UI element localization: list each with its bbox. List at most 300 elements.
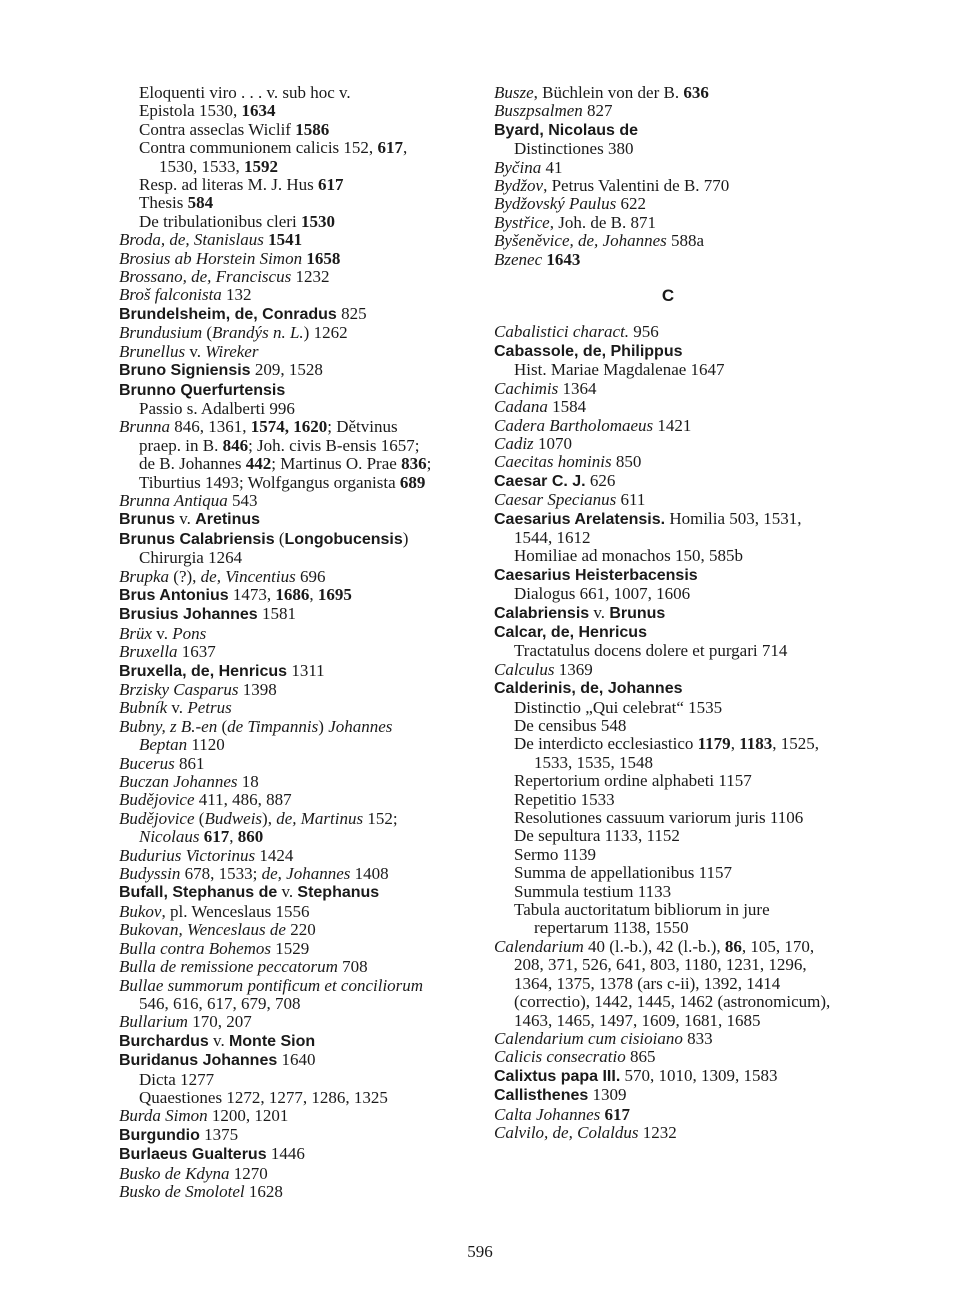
entry-text: , Petrus Valentini de B. 770 xyxy=(543,176,730,196)
entry-text: Burchardus xyxy=(119,1032,209,1050)
entry-text: 617 xyxy=(604,1104,630,1124)
entry-text: Hist. Mariae Magdalenae 1647 xyxy=(514,360,725,380)
entry-text: 1586 xyxy=(295,119,330,139)
entry-text: Stephanus xyxy=(297,884,380,902)
entry-text: 689 xyxy=(399,472,426,492)
index-subentry xyxy=(494,772,842,790)
entry-text: 1270 xyxy=(229,1163,268,1183)
entry-text: Brus Antonius xyxy=(119,586,229,604)
index-subentry xyxy=(494,699,842,717)
left-column xyxy=(119,84,439,1201)
entry-text: v. xyxy=(167,698,188,718)
entry-text: Homilia 503, 1531, 1544, 1612 xyxy=(514,508,802,547)
entry-text: v. xyxy=(185,341,206,361)
entry-text: ; Tiburtius 1493; Wolfgangus organista xyxy=(139,454,432,492)
index-entry xyxy=(494,1106,842,1124)
entry-text: Bubny, z B.-en xyxy=(119,716,218,736)
entry-text: ; Joh. civis B-ensis 1657; de B. Johannes xyxy=(139,435,420,474)
entry-text: De censibus 548 xyxy=(514,716,627,735)
entry-text: Byšeněvice, de, Johannes xyxy=(494,231,667,251)
entry-text: 833 xyxy=(682,1028,713,1048)
entry-text: 617 xyxy=(377,138,403,158)
index-entry xyxy=(119,1013,439,1031)
entry-text: 1530 xyxy=(300,211,335,231)
entry-text: Cadera Bartholomaeus xyxy=(494,415,654,435)
entry-text: 1309 xyxy=(588,1085,627,1105)
index-entry xyxy=(119,231,439,249)
entry-text: 1424 xyxy=(255,845,294,865)
index-entry xyxy=(119,268,439,286)
index-subentry xyxy=(119,1089,439,1107)
entry-text: Repetitio 1533 xyxy=(514,789,615,809)
entry-text: Eloquenti viro . . . v. sub hoc v. xyxy=(139,83,351,102)
index-entry xyxy=(494,342,842,361)
index-entry xyxy=(494,453,842,471)
index-entry xyxy=(494,232,842,250)
entry-text: de Timpannis xyxy=(227,716,319,736)
entry-text: 622 xyxy=(616,194,647,214)
entry-text: Wireker xyxy=(205,341,259,361)
index-entry xyxy=(119,1032,439,1051)
entry-text: Budějovice xyxy=(119,808,195,828)
index-entry xyxy=(119,940,439,958)
entry-text: Dialogus 661, 1007, 1606 xyxy=(514,584,691,604)
entry-text: Brundusium xyxy=(119,323,203,343)
entry-text: Buridanus Johannes xyxy=(119,1052,278,1070)
entry-text: 570, 1010, 1309, 1583 xyxy=(620,1065,778,1085)
page-number: 596 xyxy=(467,1242,493,1261)
index-entry xyxy=(494,323,842,341)
index-entry xyxy=(494,472,842,491)
entry-text: Brunno Querfurtensis xyxy=(119,381,286,399)
entry-text: Bullae summorum pontificum et conciliorum xyxy=(119,975,424,995)
index-entry xyxy=(119,699,439,717)
entry-text: Budyssin xyxy=(119,864,181,884)
entry-text: Brunus xyxy=(119,511,175,529)
entry-text: Brusius Johannes xyxy=(119,606,258,624)
index-entry xyxy=(119,1183,439,1201)
index-subentry xyxy=(494,883,842,901)
entry-text: Brunus xyxy=(609,604,666,622)
entry-text: , xyxy=(229,827,238,847)
entry-text: 1695 xyxy=(317,584,352,604)
entry-text: 1640 xyxy=(277,1050,316,1070)
index-entry xyxy=(494,679,842,698)
entry-text: Brunellus xyxy=(119,341,186,361)
entry-text: Buczan Johannes xyxy=(119,772,238,792)
entry-text: , 1530, 1533, xyxy=(159,138,408,176)
entry-text: v. xyxy=(152,623,173,643)
entry-text: Brunna xyxy=(119,417,170,437)
index-entry xyxy=(119,1145,439,1164)
entry-text: Calcar, de, Henricus xyxy=(494,623,647,641)
entry-text: 1473, xyxy=(228,584,276,604)
entry-text: de, Johannes xyxy=(261,864,351,884)
entry-text: (?), xyxy=(169,566,201,586)
entry-text: 442 xyxy=(245,454,272,474)
index-subentry xyxy=(494,735,842,772)
entry-text: 850 xyxy=(611,452,642,472)
letter-heading xyxy=(494,287,842,305)
entry-text: Bruxella xyxy=(119,642,178,662)
index-entry xyxy=(494,435,842,453)
index-entry xyxy=(494,159,842,177)
entry-text: Caesar C. J. xyxy=(494,472,586,490)
entry-text: 696 xyxy=(295,566,326,586)
index-subentry xyxy=(494,901,842,938)
entry-text: Cachimis xyxy=(494,378,559,398)
entry-text: , Joh. de B. 871 xyxy=(549,212,656,232)
index-entry xyxy=(494,1030,842,1048)
entry-text: de, Martinus xyxy=(276,808,364,828)
entry-text: Tractatulus docens dolere et purgari 714 xyxy=(514,641,788,661)
index-entry xyxy=(494,214,842,232)
entry-text: Bullarium xyxy=(119,1012,188,1032)
entry-text: Broš falconista xyxy=(119,285,222,305)
index-subentry xyxy=(119,1071,439,1089)
entry-text: 1643 xyxy=(546,249,581,269)
entry-text: ) xyxy=(318,716,329,736)
entry-text: 41 xyxy=(541,157,563,177)
entry-text: ), xyxy=(262,808,277,828)
entry-text: 1686 xyxy=(275,584,310,604)
entry-text: 860 xyxy=(237,827,264,847)
index-entry xyxy=(119,883,439,902)
entry-text: 836 xyxy=(401,454,427,474)
entry-text: ; Martinus O. Prae xyxy=(271,454,402,474)
entry-text: Busze xyxy=(494,83,534,102)
entry-text: ( xyxy=(202,323,213,343)
index-subentry xyxy=(494,642,842,660)
entry-text: Brandýs n. L. xyxy=(212,323,304,343)
entry-text: 1369 xyxy=(554,659,593,679)
entry-text: 1311 xyxy=(287,660,325,680)
index-entry xyxy=(494,102,842,120)
entry-text: 1408 xyxy=(350,864,389,884)
entry-text: Cadana xyxy=(494,397,548,417)
entry-text: 18 xyxy=(237,772,259,792)
index-entry xyxy=(119,286,439,304)
entry-text: Calderinis, de, Johannes xyxy=(494,680,683,698)
entry-text: 1592 xyxy=(244,156,278,176)
index-subentry xyxy=(119,194,439,212)
index-subentry xyxy=(494,717,842,735)
entry-text: 546, 616, 617, 679, 708 xyxy=(139,993,301,1013)
entry-text: Callisthenes xyxy=(494,1087,589,1105)
entry-text: Bydžov xyxy=(494,176,544,196)
entry-text: Burgundio xyxy=(119,1126,200,1144)
index-entry xyxy=(119,418,439,492)
index-entry xyxy=(494,1067,842,1086)
entry-text: Bukovan, Wenceslaus de xyxy=(119,920,286,940)
entry-text: , xyxy=(309,584,318,604)
index-subentry xyxy=(119,549,439,567)
index-entry xyxy=(119,381,439,400)
entry-text: Budurius Victorinus xyxy=(119,845,256,865)
entry-text: Sermo 1139 xyxy=(514,844,597,864)
entry-text: Summula testium 1133 xyxy=(514,881,672,901)
index-entry xyxy=(119,586,439,605)
index-entry xyxy=(119,305,439,324)
entry-text: ( xyxy=(217,716,228,736)
entry-text: 1398 xyxy=(238,680,277,699)
entry-text: Resolutiones cassuum variorum juris 1106 xyxy=(514,808,804,828)
entry-text: 825 xyxy=(336,303,367,323)
entry-text: Aretinus xyxy=(195,511,261,529)
entry-text: , pl. Wenceslaus 1556 xyxy=(161,901,310,921)
entry-text: 220 xyxy=(285,920,316,940)
entry-text: ) xyxy=(402,528,409,548)
entry-text: 588a xyxy=(666,231,705,251)
entry-text: Brossano, de, Franciscus xyxy=(119,267,292,287)
entry-text: Distinctio „Qui celebrat“ 1535 xyxy=(514,697,723,717)
entry-text: 132 xyxy=(221,285,252,305)
entry-text: 1628 xyxy=(244,1181,283,1201)
index-entry xyxy=(494,661,842,679)
index-entry xyxy=(119,510,439,529)
index-entry xyxy=(119,530,439,549)
index-subentry xyxy=(119,139,439,176)
index-entry xyxy=(119,958,439,976)
entry-text: Caesarius Arelatensis. xyxy=(494,510,666,528)
entry-text: 611 xyxy=(616,490,646,510)
entry-text: Petrus xyxy=(187,698,232,718)
entry-text: Busko de Smolotel xyxy=(119,1181,245,1201)
index-subentry xyxy=(494,547,842,565)
index-entry xyxy=(494,1124,842,1142)
index-entry xyxy=(119,662,439,681)
entry-text: Bruxella, de, Henricus xyxy=(119,662,288,680)
entry-text: Bystřice xyxy=(494,212,550,232)
entry-text: Burda Simon xyxy=(119,1106,208,1126)
entry-text: 1200, 1201 xyxy=(207,1106,289,1126)
entry-text: 209, 1528 xyxy=(250,360,323,380)
entry-text: Cabassole, de, Philippus xyxy=(494,342,683,360)
entry-text: Calvilo, de, Colaldus xyxy=(494,1122,639,1142)
entry-text: Burlaeus Gualterus xyxy=(119,1146,267,1164)
entry-text: Calendarium cum cisioiano xyxy=(494,1028,683,1048)
entry-text: 1364 xyxy=(558,378,597,398)
entry-text: Brunus Calabriensis xyxy=(119,530,275,548)
index-entry xyxy=(494,566,842,585)
entry-text: Pons xyxy=(172,623,207,643)
entry-text: ) 1262 xyxy=(303,323,348,343)
index-entry xyxy=(494,84,842,102)
entry-text: de, Vincentius xyxy=(200,566,296,586)
index-subentry xyxy=(494,846,842,864)
index-entry xyxy=(119,1107,439,1125)
entry-text: v. xyxy=(277,882,298,902)
entry-text: ; Dětvinus praep. in B. xyxy=(139,417,398,455)
entry-text: Bydžovský Paulus xyxy=(494,194,617,214)
entry-text: Longobucensis xyxy=(284,530,403,548)
index-entry xyxy=(119,361,439,380)
entry-text: De interdicto ecclesiastico xyxy=(514,734,698,754)
entry-text: 865 xyxy=(625,1047,656,1067)
entry-text: Dicta 1277 xyxy=(139,1069,215,1089)
index-entry xyxy=(119,625,439,643)
entry-text: Calixtus papa III. xyxy=(494,1067,621,1085)
entry-text: 626 xyxy=(585,470,616,490)
index-entry xyxy=(119,903,439,921)
entry-text: 1584 xyxy=(547,397,587,417)
entry-text: 1446 xyxy=(266,1144,305,1164)
entry-text: 1634 xyxy=(241,101,276,121)
index-subentry xyxy=(494,791,842,809)
entry-text: 678, 1533; xyxy=(180,864,262,884)
entry-text: 1421 xyxy=(653,415,692,435)
index-entry xyxy=(119,492,439,510)
index-subentry xyxy=(494,827,842,845)
entry-text: Bulla de remissione peccatorum xyxy=(119,957,338,977)
entry-text: Brundelsheim, de, Conradus xyxy=(119,305,337,323)
entry-text: Johannes Beptan xyxy=(139,716,393,755)
entry-text: Budweis xyxy=(204,808,263,828)
index-entry xyxy=(494,398,842,416)
index-entry xyxy=(494,510,842,548)
entry-text: Byard, Nicolaus de xyxy=(494,121,639,139)
entry-text: 1529 xyxy=(271,938,310,958)
entry-text: Contra asseclas Wiclif xyxy=(139,119,296,139)
entry-text: Broda, de, Stanislaus xyxy=(119,230,264,250)
entry-text: ( xyxy=(274,528,285,548)
index-subentry xyxy=(494,809,842,827)
index-entry xyxy=(119,324,439,342)
index-entry xyxy=(494,251,842,269)
index-entry xyxy=(494,177,842,195)
index-entry xyxy=(119,977,439,1014)
index-entry xyxy=(119,605,439,624)
index-entry xyxy=(494,121,842,140)
index-entry xyxy=(119,755,439,773)
entry-text: 1179 xyxy=(697,734,731,754)
index-entry xyxy=(119,847,439,865)
entry-text: 861 xyxy=(174,753,205,773)
index-entry xyxy=(119,250,439,268)
index-subentry xyxy=(119,102,439,120)
entry-text: Bzenec xyxy=(494,249,543,269)
index-entry xyxy=(119,718,439,755)
entry-text: Chirurgia 1264 xyxy=(139,548,243,568)
index-entry xyxy=(494,1048,842,1066)
entry-text: Bukov xyxy=(119,901,162,921)
entry-text: 617 xyxy=(203,827,230,847)
entry-text: Buszpsalmen xyxy=(494,101,583,121)
entry-text: 1183 xyxy=(739,734,773,754)
entry-text: ( xyxy=(194,808,205,828)
entry-text: v. xyxy=(208,1030,229,1050)
entry-text: v. xyxy=(175,509,196,529)
entry-text: 170, 207 xyxy=(187,1012,252,1032)
index-entry xyxy=(119,643,439,661)
entry-text: 1637 xyxy=(177,642,216,662)
entry-text: Cadiz xyxy=(494,433,534,453)
entry-text: 1541 xyxy=(268,230,303,250)
entry-text: v. xyxy=(589,602,610,622)
index-entry xyxy=(119,1126,439,1145)
entry-text: , 105, 170, 208, 371, 526, 641, 803, 1180, 1231, 1296, 1364, 1375, 1378 (ars c-ii), 1392, 1414 (correctio), 1442, 1445, 1462 (astronomicum), 1463, 1465, 1497, 1609, 1681, 1685 xyxy=(514,936,831,1030)
index-subentry xyxy=(494,585,842,603)
index-entry xyxy=(119,921,439,939)
entry-text: 584 xyxy=(187,193,214,213)
entry-text: Contra communionem calicis 152, xyxy=(139,138,378,158)
entry-text: Bruno Signiensis xyxy=(119,362,251,380)
entry-text: Brupka xyxy=(119,566,170,586)
entry-text: Busko de Kdyna xyxy=(119,1163,230,1183)
index-subentry xyxy=(494,140,842,158)
entry-text: 1120 xyxy=(187,735,225,755)
index-entry xyxy=(494,491,842,509)
index-subentry xyxy=(494,864,842,882)
entry-text: Resp. ad literas M. J. Hus xyxy=(139,175,318,195)
entry-text: , xyxy=(730,734,740,754)
index-entry xyxy=(119,773,439,791)
index-entry xyxy=(119,1165,439,1183)
entry-text: De tribulationibus cleri xyxy=(139,211,301,231)
entry-text: 1232 xyxy=(291,267,330,287)
index-entry xyxy=(119,865,439,883)
entry-text: Homiliae ad monachos 150, 585b xyxy=(514,546,743,566)
index-subentry xyxy=(119,121,439,139)
entry-text: Bulla contra Bohemos xyxy=(119,938,272,958)
entry-text: 617 xyxy=(317,175,344,195)
entry-text: 956 xyxy=(629,322,659,342)
entry-text: Brüx xyxy=(119,623,153,643)
entry-text: Cabalistici charact. xyxy=(494,322,630,342)
index-entry xyxy=(119,791,439,809)
entry-text: 152; xyxy=(363,808,398,828)
entry-text: Brosius ab Horstein Simon xyxy=(119,248,303,268)
entry-text: 1574, 1620 xyxy=(250,417,328,437)
entry-text: Byčina xyxy=(494,157,542,177)
entry-text: 40 (l.-b.), 42 (l.-b.), xyxy=(583,936,725,956)
entry-text: Monte Sion xyxy=(228,1032,316,1050)
entry-text: Brzisky Casparus xyxy=(119,680,239,699)
entry-text: Bufall, Stephanus de xyxy=(119,884,278,902)
index-entry xyxy=(494,623,842,642)
entry-text: 636 xyxy=(683,83,709,102)
entry-text: Quaestiones 1272, 1277, 1286, 1325 xyxy=(139,1087,388,1107)
entry-text: 543 xyxy=(227,490,258,510)
entry-text: Calta Johannes xyxy=(494,1104,601,1124)
entry-text: Calendarium xyxy=(494,936,584,956)
index-entry xyxy=(494,1086,842,1105)
entry-text: Distinctiones 380 xyxy=(514,139,634,159)
index-entry xyxy=(494,417,842,435)
index-subentry xyxy=(494,361,842,379)
index-entry xyxy=(494,380,842,398)
index-subentry xyxy=(119,176,439,194)
entry-text: , 1525, 1533, 1535, 1548 xyxy=(534,734,819,772)
index-entry xyxy=(494,604,842,623)
entry-text: 1070 xyxy=(533,433,572,453)
entry-text: Thesis xyxy=(139,193,188,213)
entry-text: Brunna Antiqua xyxy=(119,490,228,510)
entry-text: 846, 1361, xyxy=(170,417,251,437)
entry-text: 86 xyxy=(724,936,742,956)
entry-text: Nicolaus xyxy=(139,827,200,847)
index-entry xyxy=(119,568,439,586)
index-entry xyxy=(119,681,439,699)
entry-text: 1232 xyxy=(638,1122,677,1142)
index-subentry xyxy=(119,213,439,231)
entry-text: Passio s. Adalberti 996 xyxy=(139,398,295,418)
entry-text: Bucerus xyxy=(119,753,175,773)
entry-text: Summa de appellationibus 1157 xyxy=(514,863,732,883)
entry-text: Caecitas hominis xyxy=(494,452,612,472)
entry-text: 1658 xyxy=(306,248,341,268)
entry-text: C xyxy=(661,286,675,306)
